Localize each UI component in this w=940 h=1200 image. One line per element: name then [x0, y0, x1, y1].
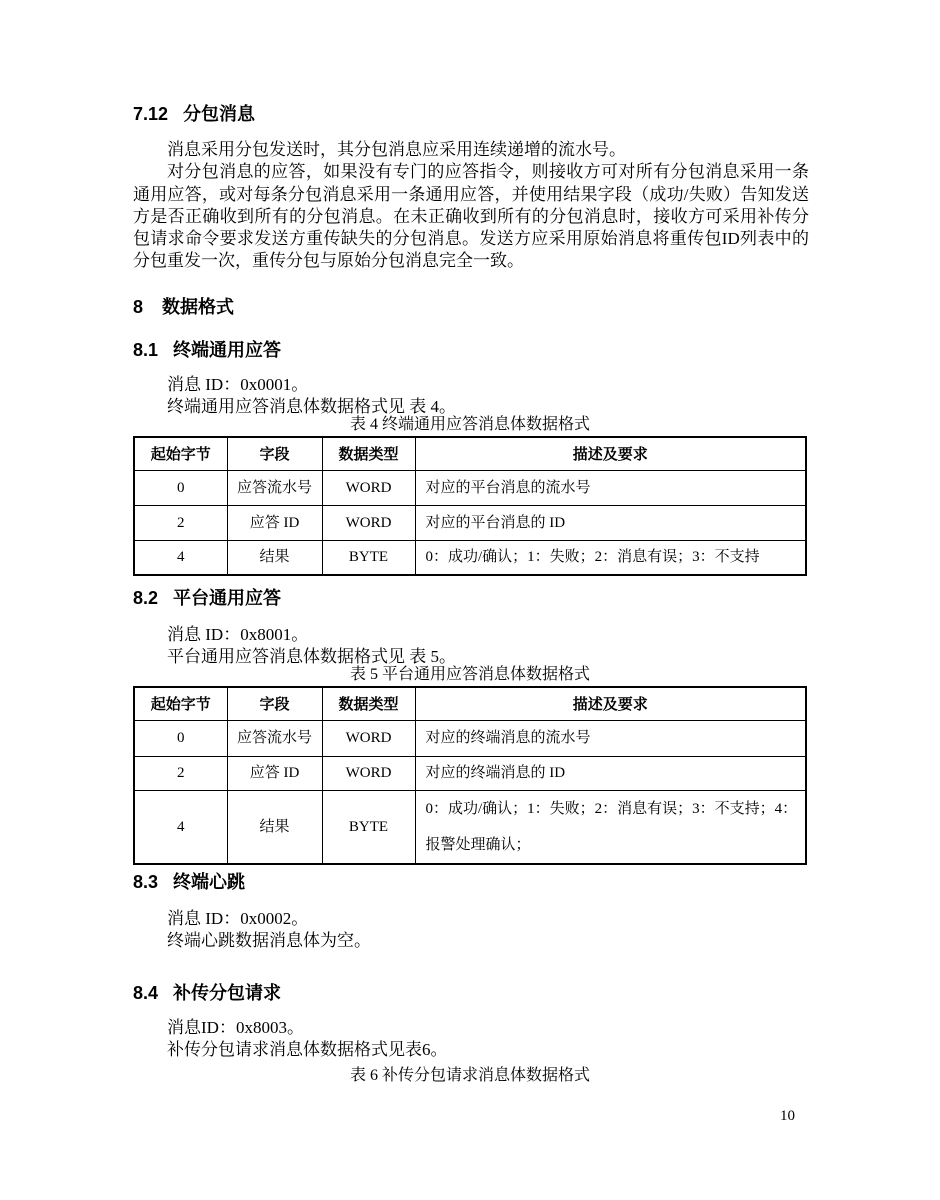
- table-cell: 应答 ID: [227, 756, 322, 790]
- table-cell: 对应的终端消息的 ID: [415, 756, 806, 790]
- table-cell: 对应的终端消息的流水号: [415, 720, 806, 756]
- section-7-12-body: [133, 139, 809, 273]
- column-header: 字段: [227, 437, 322, 470]
- table-cell: 结果: [227, 540, 322, 575]
- page-number: 10: [780, 1108, 795, 1124]
- msg-id-line: 消息 ID：0x0002。: [167, 909, 309, 928]
- table-caption-5: 表 5 平台通用应答消息体数据格式: [349, 666, 590, 683]
- column-header: 起始字节: [134, 687, 227, 720]
- section-heading-8-1: [133, 336, 281, 362]
- table-row: [134, 505, 806, 540]
- section-number: 7.12: [133, 104, 169, 124]
- table-header-row: [134, 687, 806, 720]
- table-cell: 4: [134, 790, 227, 864]
- table-cell: 结果: [227, 790, 322, 864]
- section-number: 8: [133, 297, 144, 317]
- paragraph: 对分包消息的应答，如果没有专门的应答指令，则接收方可对所有分包消息采用一条通用应答，或对每条分包消息采用一条通用应答，并使用结果字段（成功/失败）告知发送方是否正确收到所有的分包消息。在未正确收到所有的分包消息时，接收方可采用补传分包请求命令要求发送方重传缺失的分包消息。发送方应采用原始消息将重传包ID列表中的分包重发一次，重传分包与原始分包消息完全一致。: [133, 162, 809, 271]
- section-heading-8-2: [133, 584, 281, 610]
- table-cell: 0：成功/确认；1：失败；2：消息有误；3：不支持；4：报警处理确认；: [415, 790, 806, 864]
- section-heading-8: [133, 293, 234, 319]
- section-number: 8.2: [133, 588, 159, 608]
- column-header: 数据类型: [322, 437, 415, 470]
- column-header: 描述及要求: [415, 687, 806, 720]
- table-ref-line: 终端通用应答消息体数据格式见 表 4。: [167, 397, 456, 416]
- table-cell: 2: [134, 756, 227, 790]
- table-cell: 2: [134, 505, 227, 540]
- table-cell: 4: [134, 540, 227, 575]
- paragraph: 消息采用分包发送时，其分包消息应采用连续递增的流水号。: [167, 140, 626, 159]
- table-ref-line: 平台通用应答消息体数据格式见 表 5。: [167, 647, 456, 666]
- section-heading-8-3: [133, 868, 245, 894]
- table-row: [134, 790, 806, 864]
- section-number: 8.1: [133, 340, 159, 360]
- table-row: [134, 720, 806, 756]
- table-row: [134, 756, 806, 790]
- table-cell: 0：成功/确认；1：失败；2：消息有误；3：不支持: [415, 540, 806, 575]
- section-title: 补传分包请求: [173, 983, 282, 1003]
- table-cell: 对应的平台消息的 ID: [415, 505, 806, 540]
- table-cell: 应答流水号: [227, 720, 322, 756]
- section-title: 终端心跳: [173, 872, 246, 892]
- section-title: 分包消息: [183, 104, 256, 124]
- table-cell: 0: [134, 720, 227, 756]
- table-5: [133, 686, 807, 865]
- table-caption-6: 表 6 补传分包请求消息体数据格式: [349, 1067, 590, 1084]
- body-line: 终端心跳数据消息体为空。: [167, 931, 371, 950]
- table-cell: WORD: [322, 720, 415, 756]
- table-4: [133, 436, 807, 576]
- table-cell: BYTE: [322, 790, 415, 864]
- table-cell: 应答 ID: [227, 505, 322, 540]
- section-number: 8.4: [133, 983, 159, 1003]
- table-cell: BYTE: [322, 540, 415, 575]
- table-row: [134, 540, 806, 575]
- section-title: 数据格式: [162, 297, 235, 317]
- msg-id-line: 消息 ID：0x0001。: [167, 375, 309, 394]
- table-cell: 0: [134, 470, 227, 505]
- section-heading-8-4: [133, 979, 281, 1005]
- column-header: 起始字节: [134, 437, 227, 470]
- table-cell: 对应的平台消息的流水号: [415, 470, 806, 505]
- section-title: 平台通用应答: [173, 588, 282, 608]
- section-heading-7-12: [133, 100, 255, 126]
- section-title: 终端通用应答: [173, 340, 282, 360]
- section-number: 8.3: [133, 872, 159, 892]
- table-cell: WORD: [322, 470, 415, 505]
- table-row: [134, 470, 806, 505]
- msg-id-line: 消息ID：0x8003。: [167, 1018, 304, 1037]
- column-header: 字段: [227, 687, 322, 720]
- table-header-row: [134, 437, 806, 470]
- table-cell: WORD: [322, 505, 415, 540]
- column-header: 数据类型: [322, 687, 415, 720]
- table-caption-4: 表 4 终端通用应答消息体数据格式: [349, 416, 590, 433]
- msg-id-line: 消息 ID：0x8001。: [167, 625, 309, 644]
- table-cell: 应答流水号: [227, 470, 322, 505]
- column-header: 描述及要求: [415, 437, 806, 470]
- table-cell: WORD: [322, 756, 415, 790]
- table-ref-line: 补传分包请求消息体数据格式见表6。: [167, 1040, 448, 1059]
